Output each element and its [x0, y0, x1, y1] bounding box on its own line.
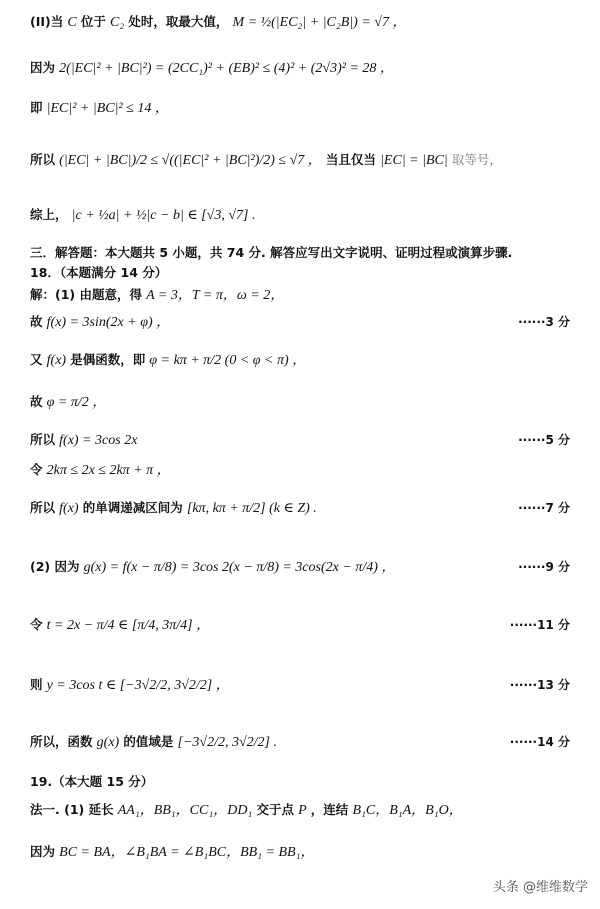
math: M = ½(|EC₂| + |C₂B|) = √7 ， — [232, 15, 407, 30]
math: B₁C，B₁A，B₁O， — [352, 803, 463, 818]
text: 令 — [30, 617, 43, 632]
text: 因为 — [30, 844, 56, 859]
text-line — [30, 615, 570, 636]
text-line — [30, 732, 570, 753]
text-line — [30, 460, 570, 481]
text-line — [30, 312, 570, 333]
math: |EC|² + |BC|² ≤ 14 ， — [46, 101, 169, 116]
math: g(x) — [96, 735, 120, 750]
text: 解：(1) 由题意，得 — [30, 287, 142, 302]
math: C — [67, 15, 77, 30]
text-line — [30, 350, 570, 371]
text: 当且仅当 — [325, 152, 376, 167]
math: f(x) = 3cos 2x — [59, 433, 138, 448]
text: 是偶函数，即 — [70, 352, 146, 367]
text: 故 — [30, 394, 43, 409]
score-note: ······14 分 — [509, 735, 570, 749]
math: [kπ, kπ + π/2] (k ∈ Z) . — [186, 501, 317, 516]
text-line — [30, 557, 570, 578]
text: 18．（本题满分 14 分） — [30, 265, 168, 280]
score-note: ······9 分 — [518, 560, 570, 574]
text-line — [30, 58, 570, 79]
text-line — [30, 205, 570, 226]
watermark: 头条 @维维数学 — [492, 880, 588, 895]
text: 取等号， — [451, 152, 502, 167]
text-line — [30, 498, 570, 519]
math: |c + ½a| + ½|c − b| ∈ [√3, √7] . — [71, 208, 256, 223]
math: 2(|EC|² + |BC|²) = (2CC₁)² + (EB)² ≤ (4)² + (2√3)² = 28 ， — [59, 61, 394, 76]
math: |EC| = |BC| — [380, 153, 448, 168]
score-note: ······11 分 — [509, 618, 570, 632]
math: y = 3cos t ∈ [−3√2/2, 3√2/2] ， — [46, 678, 230, 693]
text: 的值域是 — [123, 734, 174, 749]
math: AA₁，BB₁，CC₁，DD₁ — [117, 803, 253, 818]
text-line — [30, 285, 570, 306]
text: 交于点 — [256, 802, 294, 817]
math: [−3√2/2, 3√2/2] . — [177, 735, 277, 750]
text: 所以，函数 — [30, 734, 93, 749]
score-note: ······7 分 — [518, 501, 570, 515]
text: (II)当 — [30, 14, 64, 29]
text: 处时，取最大值， — [128, 14, 229, 29]
math: f(x) = 3sin(2x + φ) ， — [46, 315, 171, 330]
math: φ = kπ + π/2 (0 < φ < π) ， — [149, 353, 307, 368]
math: C₂ — [110, 15, 125, 30]
math: P — [298, 803, 307, 818]
text: 故 — [30, 314, 43, 329]
problem-heading — [30, 772, 570, 793]
math: BC = BA，∠B₁BA = ∠B₁BC，BB₁ = BB₁， — [59, 845, 315, 860]
text-line — [30, 842, 570, 863]
math: A = 3，T = π，ω = 2， — [146, 288, 285, 303]
section-heading — [30, 243, 570, 264]
math: 2kπ ≤ 2x ≤ 2kπ + π ， — [46, 463, 171, 478]
text: 综上， — [30, 207, 68, 222]
text: 所以 — [30, 152, 56, 167]
text: 所以 — [30, 432, 56, 447]
text-line — [30, 675, 570, 696]
text-line — [30, 150, 570, 171]
math: g(x) = f(x − π/8) = 3cos 2(x − π/8) = 3cos(2x − π/4) ， — [83, 560, 396, 575]
text-line — [30, 800, 570, 821]
text: (2) 因为 — [30, 559, 80, 574]
text-line — [30, 12, 570, 33]
math: f(x) — [46, 353, 67, 368]
math: t = 2x − π/4 ∈ [π/4, 3π/4] ， — [46, 618, 211, 633]
text-line — [30, 392, 570, 413]
text-line — [30, 98, 570, 119]
math: φ = π/2 ， — [46, 395, 107, 410]
text: 三．解答题：本大题共 5 小题，共 74 分. 解答应写出文字说明、证明过程或演算步骤. — [30, 245, 513, 260]
text: ，连结 — [310, 802, 349, 817]
math: (|EC| + |BC|)/2 ≤ √((|EC|² + |BC|²)/2) ≤ √7 ， — [59, 153, 322, 168]
text: 令 — [30, 462, 43, 477]
score-note: ······5 分 — [518, 433, 570, 447]
score-note: ······13 分 — [509, 678, 570, 692]
text: 所以 — [30, 500, 56, 515]
text: 19.（本大题 15 分） — [30, 774, 154, 789]
math: f(x) — [59, 501, 79, 516]
text: 位于 — [80, 14, 106, 29]
text-line — [30, 430, 570, 451]
text: 又 — [30, 352, 43, 367]
text: 因为 — [30, 60, 56, 75]
text: 的单调递减区间为 — [82, 500, 183, 515]
text: 法一. (1) 延长 — [30, 802, 114, 817]
text: 即 — [30, 100, 43, 115]
text: 则 — [30, 677, 43, 692]
score-note: ······3 分 — [518, 315, 570, 329]
problem-heading — [30, 263, 570, 284]
